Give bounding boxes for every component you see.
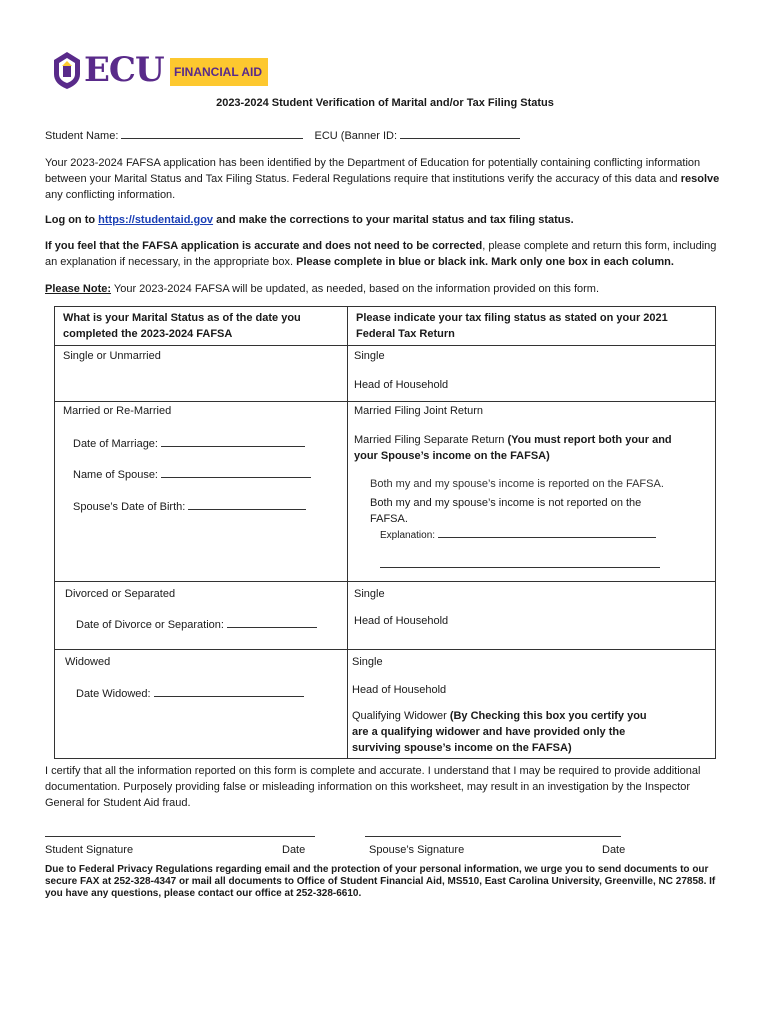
explanation-field[interactable] xyxy=(438,537,656,538)
ecu-id-field[interactable] xyxy=(400,138,520,139)
student-signature-line[interactable] xyxy=(45,836,315,837)
note-label: Please Note: xyxy=(45,283,112,295)
name-of-spouse-row xyxy=(55,452,347,483)
logon-prefix: Log on to xyxy=(45,214,99,226)
widowed-date-field[interactable] xyxy=(154,696,304,697)
please-note xyxy=(45,281,723,297)
student-id-row xyxy=(45,128,520,144)
spouse-signature-line[interactable] xyxy=(365,836,621,837)
name-of-spouse-field[interactable] xyxy=(161,477,311,478)
student-signature-label: Student Signature xyxy=(45,844,134,856)
tax-status-header: Please indicate your tax filing status as stated on your 2021 Federal Tax Return xyxy=(356,312,668,340)
ink-instruction: Please complete in blue or black ink. Mark only one box in each column. xyxy=(296,256,674,268)
status-table xyxy=(54,306,716,759)
qualifying-widower-option[interactable] xyxy=(348,698,656,756)
separate-return-note: (You must report both your and your Spouse’s income on the FAFSA) xyxy=(354,434,672,462)
widowed-option[interactable]: Widowed xyxy=(65,656,111,668)
head-of-household-option-row4[interactable]: Head of Household xyxy=(352,684,447,696)
single-option-row3[interactable]: Single xyxy=(354,588,385,600)
qualifying-widower-label: Qualifying Widower xyxy=(352,710,450,722)
accuracy-instruction xyxy=(45,238,723,270)
head-of-household-option-row1[interactable]: Head of Household xyxy=(354,379,449,391)
single-unmarried-option[interactable]: Single or Unmarried xyxy=(63,350,161,362)
explanation-line-2 xyxy=(348,543,715,573)
widowed-date-label: Date Widowed: xyxy=(76,688,151,700)
certification-text: I certify that all the information reported on this form is complete and accurate. I understand that I may be required to provide additional documentation. Purposely providing false or misleading information on this worksheet, may result in an investigation by the Inspector General for Student Aid fraud. xyxy=(45,765,701,809)
divorce-date-row xyxy=(55,606,347,633)
explanation-row xyxy=(348,527,715,543)
intro-paragraph xyxy=(45,155,723,203)
separate-return-option[interactable] xyxy=(348,420,678,464)
single-option-row4[interactable]: Single xyxy=(352,656,383,668)
student-name-label: Student Name: xyxy=(45,130,119,142)
note-text: Your 2023-2024 FAFSA will be updated, as needed, based on the information provided on this form. xyxy=(111,283,600,295)
studentaid-link[interactable]: https://studentaid.gov xyxy=(98,214,214,226)
accuracy-text: , please complete and return this form, including an explanation if necessary, in the appropriate box. xyxy=(45,240,717,268)
joint-return-option[interactable]: Married Filing Joint Return xyxy=(354,405,483,417)
spouse-signature-label: Spouse’s Signature xyxy=(369,844,465,856)
student-name-field[interactable] xyxy=(121,138,303,139)
spouse-dob-field[interactable] xyxy=(188,509,306,510)
qualifying-widower-note: (By Checking this box you certify you are a qualifying widower and have provided only the surviving spouse’s income on the FAFSA) xyxy=(352,710,647,754)
intro-text: Your 2023-2024 FAFSA application has been identified by the Department of Education for potentially containing conflicting information between your Marital Status and Tax Filing Status. Federal Regulations require that institutions verify the accuracy of this data and xyxy=(45,157,701,185)
logon-instruction xyxy=(45,212,723,228)
student-date-label: Date xyxy=(282,844,306,856)
income-not-reported-option[interactable]: Both my and my spouse’s income is not reported on the FAFSA. xyxy=(370,497,642,525)
logon-suffix: and make the corrections to your marital status and tax filing status xyxy=(213,214,571,226)
separate-return-label: Married Filing Separate Return xyxy=(354,434,508,446)
spouse-dob-label: Spouse’s Date of Birth: xyxy=(73,501,186,513)
explanation-field-2[interactable] xyxy=(380,567,660,568)
intro-bold: resolve xyxy=(680,173,720,185)
ecu-seal-icon xyxy=(50,50,84,90)
income-reported-option[interactable]: Both my and my spouse’s income is reported on the FAFSA. xyxy=(370,478,664,490)
page-title: 2023-2024 Student Verification of Marital and/or Tax Filing Status xyxy=(216,97,554,109)
financial-aid-label: FINANCIAL AID xyxy=(174,65,262,79)
married-option[interactable]: Married or Re-Married xyxy=(63,405,172,417)
head-of-household-option-row3[interactable]: Head of Household xyxy=(354,615,449,627)
explanation-label: Explanation: xyxy=(380,530,436,541)
accuracy-bold: If you feel that the FAFSA application is accurate and does not need to be corrected xyxy=(45,240,483,252)
divorce-date-label: Date of Divorce or Separation: xyxy=(76,619,224,631)
privacy-footer: Due to Federal Privacy Regulations regarding email and the protection of your personal information, we urge you to send documents to our secure FAX at 252-328-4347 or mail all documents to Office of Student Financial Aid, MS510, East Carolina University, Greenville, NC 27858. If you have any questions, please contact our office at 252-328-6610. xyxy=(45,864,716,899)
date-of-marriage-row xyxy=(55,420,347,452)
spouse-date-label: Date xyxy=(602,844,626,856)
ecu-financial-aid-logo xyxy=(50,48,268,94)
logon-end: . xyxy=(570,214,574,226)
divorced-option[interactable]: Divorced or Separated xyxy=(65,588,176,600)
financial-aid-banner xyxy=(170,58,268,86)
date-of-marriage-label: Date of Marriage: xyxy=(73,438,158,450)
marital-status-header: What is your Marital Status as of the date you completed the 2023-2024 FAFSA xyxy=(63,312,301,340)
ecu-wordmark: ECU xyxy=(84,50,164,90)
ecu-id-label: ECU (Banner ID: xyxy=(314,130,398,142)
date-of-marriage-field[interactable] xyxy=(161,446,305,447)
spouse-dob-row xyxy=(55,483,347,515)
single-option-row1[interactable]: Single xyxy=(354,350,385,362)
widowed-date-row xyxy=(55,674,347,702)
name-of-spouse-label: Name of Spouse: xyxy=(73,469,158,481)
divorce-date-field[interactable] xyxy=(227,627,317,628)
intro-text-end: any conflicting information. xyxy=(45,189,176,201)
